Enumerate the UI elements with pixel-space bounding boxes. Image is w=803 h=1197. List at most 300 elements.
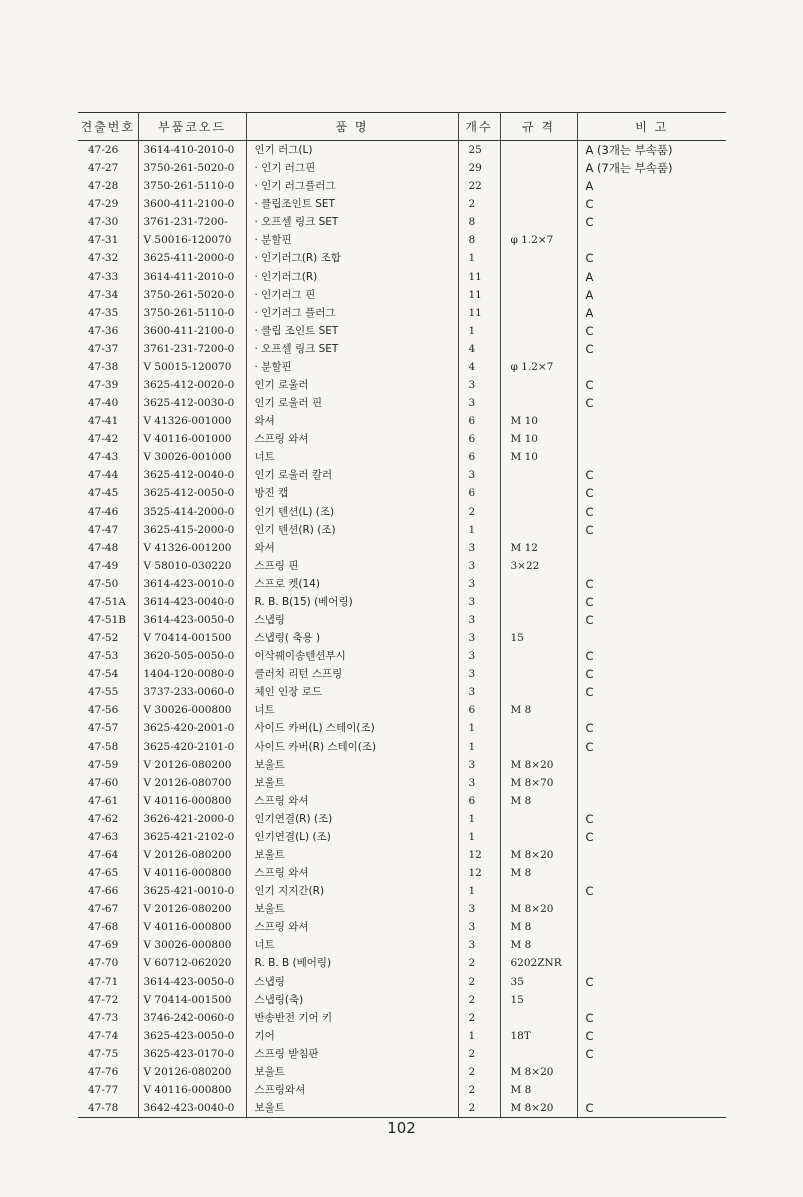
cell-qty: 29	[458, 159, 500, 177]
table-row	[78, 665, 726, 683]
cell-note	[577, 864, 726, 882]
cell-spec	[500, 647, 577, 665]
cell-note	[577, 846, 726, 864]
cell-name: 인기 텐션(R) (조)	[246, 521, 458, 539]
table-row	[78, 918, 726, 936]
cell-spec	[500, 304, 577, 322]
cell-code: V 41326-001200	[138, 539, 246, 557]
table-row	[78, 647, 726, 665]
cell-qty: 2	[458, 991, 500, 1009]
cell-no: 47-42	[88, 433, 119, 446]
cell-qty: 4	[458, 358, 500, 376]
cell-note	[577, 792, 726, 810]
cell-spec: M 8×20	[500, 1099, 577, 1118]
cell-no: 47-32	[88, 252, 119, 265]
table-row	[78, 756, 726, 774]
cell-no: 47-75	[88, 1047, 119, 1060]
table-row	[78, 593, 726, 611]
cell-code: 3600-411-2100-0	[138, 322, 246, 340]
cell-name: 보울트	[246, 900, 458, 918]
cell-no: 47-68	[88, 921, 119, 934]
cell-qty: 12	[458, 846, 500, 864]
cell-qty: 22	[458, 177, 500, 195]
cell-code: V 20126-080200	[138, 900, 246, 918]
cell-name: 보울트	[246, 1063, 458, 1081]
cell-qty: 6	[458, 412, 500, 430]
table-row	[78, 466, 726, 484]
cell-code: 3737-233-0060-0	[138, 683, 246, 701]
cell-no: 47-39	[88, 378, 119, 391]
cell-code: 3746-242-0060-0	[138, 1009, 246, 1027]
cell-qty: 11	[458, 304, 500, 322]
cell-no: 47-72	[88, 993, 119, 1006]
cell-spec	[500, 213, 577, 231]
cell-no: 47-50	[88, 577, 119, 590]
cell-no: 47-69	[88, 939, 119, 952]
cell-code: 3625-412-0020-0	[138, 376, 246, 394]
cell-no: 47-74	[88, 1029, 119, 1042]
table-row	[78, 448, 726, 466]
cell-name: 클러치 리턴 스프링	[246, 665, 458, 683]
cell-name: 스프로 켓(14)	[246, 575, 458, 593]
cell-code: 3761-231-7200-	[138, 213, 246, 231]
cell-no: 47-57	[88, 722, 119, 735]
cell-code: V 30026-000800	[138, 701, 246, 719]
cell-note: C	[577, 683, 726, 701]
table-row	[78, 159, 726, 177]
cell-note: C	[577, 1009, 726, 1027]
cell-spec: M 10	[500, 448, 577, 466]
cell-name: 인기연결(L) (조)	[246, 828, 458, 846]
cell-note: C	[577, 466, 726, 484]
cell-no: 47-58	[88, 740, 119, 753]
cell-code: V 30026-000800	[138, 936, 246, 954]
cell-name: 스냅링	[246, 973, 458, 991]
cell-code: V 60712-062020	[138, 954, 246, 972]
cell-code: 3625-415-2000-0	[138, 521, 246, 539]
cell-code: 3625-421-0010-0	[138, 882, 246, 900]
cell-code: 3626-421-2000-0	[138, 810, 246, 828]
cell-name: · 분할핀	[246, 358, 458, 376]
cell-no: 47-47	[88, 523, 119, 536]
cell-qty: 11	[458, 267, 500, 285]
cell-qty: 2	[458, 1045, 500, 1063]
cell-qty: 2	[458, 1063, 500, 1081]
cell-note: C	[577, 593, 726, 611]
cell-code: 3614-423-0010-0	[138, 575, 246, 593]
cell-spec	[500, 575, 577, 593]
cell-no: 47-37	[88, 342, 119, 355]
table-header-row	[78, 113, 726, 141]
cell-no: 47-55	[88, 686, 119, 699]
cell-no: 47-33	[88, 270, 119, 283]
cell-qty: 8	[458, 213, 500, 231]
cell-no: 47-63	[88, 830, 119, 843]
cell-note: C	[577, 611, 726, 629]
cell-spec: M 8×20	[500, 756, 577, 774]
cell-spec	[500, 810, 577, 828]
cell-code: 3625-423-0050-0	[138, 1027, 246, 1045]
cell-name: 너트	[246, 448, 458, 466]
cell-name: R. B. B (베어링)	[246, 954, 458, 972]
cell-note: A	[577, 304, 726, 322]
cell-note	[577, 774, 726, 792]
cell-note	[577, 1063, 726, 1081]
table-row	[78, 177, 726, 195]
table-row	[78, 1009, 726, 1027]
cell-no: 47-31	[88, 234, 119, 247]
cell-no: 47-70	[88, 957, 119, 970]
cell-name: 반송반전 기어 키	[246, 1009, 458, 1027]
cell-code: V 40116-000800	[138, 1081, 246, 1099]
cell-name: · 인기러그 핀	[246, 286, 458, 304]
cell-name: 인기 러그(L)	[246, 141, 458, 160]
cell-code: 3625-412-0030-0	[138, 394, 246, 412]
table-row	[78, 376, 726, 394]
cell-spec	[500, 177, 577, 195]
cell-note: C	[577, 1045, 726, 1063]
cell-no: 47-29	[88, 198, 119, 211]
cell-code: 3642-423-0040-0	[138, 1099, 246, 1118]
cell-qty: 4	[458, 340, 500, 358]
cell-spec: M 8	[500, 918, 577, 936]
cell-qty: 3	[458, 466, 500, 484]
cell-no: 47-71	[88, 975, 119, 988]
table-row	[78, 286, 726, 304]
cell-code: V 50016-120070	[138, 231, 246, 249]
cell-note: A (3개는 부속품)	[577, 141, 726, 160]
cell-spec: M 8	[500, 864, 577, 882]
cell-name: · 오프셀 링크 SET	[246, 213, 458, 231]
cell-no: 47-51B	[88, 613, 126, 626]
table-body	[78, 141, 726, 1118]
cell-qty: 6	[458, 430, 500, 448]
cell-no: 47-35	[88, 306, 119, 319]
table-row	[78, 900, 726, 918]
cell-qty: 12	[458, 864, 500, 882]
table-row	[78, 629, 726, 647]
cell-no: 47-52	[88, 632, 119, 645]
cell-qty: 1	[458, 322, 500, 340]
cell-code: 3525-414-2000-0	[138, 502, 246, 520]
cell-no: 47-73	[88, 1011, 119, 1024]
cell-spec: M 12	[500, 539, 577, 557]
cell-name: 스냅링(축)	[246, 991, 458, 1009]
cell-note	[577, 539, 726, 557]
cell-name: · 클립조인트 SET	[246, 195, 458, 213]
cell-no: 47-44	[88, 469, 119, 482]
cell-qty: 3	[458, 629, 500, 647]
cell-note: C	[577, 738, 726, 756]
cell-code: V 20126-080200	[138, 846, 246, 864]
table-row	[78, 683, 726, 701]
cell-spec	[500, 719, 577, 737]
cell-spec: M 8×20	[500, 1063, 577, 1081]
table-row	[78, 1081, 726, 1099]
cell-spec: φ 1.2×7	[500, 358, 577, 376]
table-row	[78, 1027, 726, 1045]
cell-note: C	[577, 322, 726, 340]
cell-note: C	[577, 647, 726, 665]
cell-code: V 30026-001000	[138, 448, 246, 466]
table-row	[78, 322, 726, 340]
cell-qty: 3	[458, 647, 500, 665]
cell-no: 47-66	[88, 885, 119, 898]
cell-qty: 3	[458, 575, 500, 593]
cell-spec: M 8	[500, 792, 577, 810]
cell-no: 47-36	[88, 324, 119, 337]
cell-name: 보울트	[246, 774, 458, 792]
cell-spec: M 8×20	[500, 846, 577, 864]
cell-qty: 1	[458, 810, 500, 828]
cell-no: 47-30	[88, 216, 119, 229]
table-row	[78, 575, 726, 593]
cell-qty: 3	[458, 683, 500, 701]
table-row	[78, 249, 726, 267]
table-row	[78, 936, 726, 954]
cell-no: 47-26	[88, 144, 119, 156]
cell-qty: 2	[458, 954, 500, 972]
cell-name: 와셔	[246, 539, 458, 557]
cell-name: 보울트	[246, 756, 458, 774]
cell-name: 인기 로울러 칼러	[246, 466, 458, 484]
cell-no: 47-64	[88, 849, 119, 861]
cell-qty: 3	[458, 539, 500, 557]
cell-no: 47-27	[88, 162, 119, 175]
cell-spec	[500, 521, 577, 539]
table-row	[78, 304, 726, 322]
cell-code: 3625-423-0170-0	[138, 1045, 246, 1063]
cell-code: 1404-120-0080-0	[138, 665, 246, 683]
cell-name: 스프링 핀	[246, 557, 458, 575]
table-row	[78, 828, 726, 846]
cell-code: 3750-261-5020-0	[138, 286, 246, 304]
cell-name: · 클립 조인트 SET	[246, 322, 458, 340]
cell-no: 47-78	[78, 1099, 138, 1118]
cell-code: V 50015-120070	[138, 358, 246, 376]
cell-spec	[500, 249, 577, 267]
cell-spec: M 10	[500, 412, 577, 430]
cell-spec	[500, 195, 577, 213]
cell-spec	[500, 502, 577, 520]
cell-no: 47-60	[88, 776, 119, 789]
cell-name: · 인기 러그플러그	[246, 177, 458, 195]
cell-qty: 3	[458, 557, 500, 575]
cell-name: 너트	[246, 701, 458, 719]
cell-note: A	[577, 267, 726, 285]
cell-spec	[500, 683, 577, 701]
table-row	[78, 340, 726, 358]
cell-note: C	[577, 394, 726, 412]
cell-name: 체인 인장 로드	[246, 683, 458, 701]
cell-note	[577, 557, 726, 575]
cell-no: 47-54	[88, 668, 119, 681]
cell-code: V 70414-001500	[138, 629, 246, 647]
cell-spec: 3×22	[500, 557, 577, 575]
table-row	[78, 954, 726, 972]
cell-spec: M 10	[500, 430, 577, 448]
cell-note: A (7개는 부속품)	[577, 159, 726, 177]
parts-table	[78, 112, 726, 1118]
cell-code: V 58010-030220	[138, 557, 246, 575]
cell-note	[577, 991, 726, 1009]
cell-code: 3750-261-5110-0	[138, 304, 246, 322]
cell-note	[577, 1081, 726, 1099]
header-note: 비 고	[577, 113, 726, 141]
cell-spec: M 8	[500, 936, 577, 954]
table-row	[78, 701, 726, 719]
cell-code: 3620-505-0050-0	[138, 647, 246, 665]
cell-note	[577, 412, 726, 430]
cell-qty: 3	[458, 936, 500, 954]
cell-code: V 20126-080200	[138, 756, 246, 774]
cell-spec: 18T	[500, 1027, 577, 1045]
cell-qty: 2	[458, 1081, 500, 1099]
cell-no: 47-46	[88, 505, 119, 518]
table-row	[78, 557, 726, 575]
table-row	[78, 792, 726, 810]
cell-code: V 40116-000800	[138, 918, 246, 936]
cell-code: V 41326-001000	[138, 412, 246, 430]
table-row	[78, 1063, 726, 1081]
cell-name: 이삭꿰이송텐션부시	[246, 647, 458, 665]
cell-name: 보울트	[246, 846, 458, 864]
table-row	[78, 521, 726, 539]
cell-code: V 70414-001500	[138, 991, 246, 1009]
cell-note: C	[577, 213, 726, 231]
cell-name: 스프링 와셔	[246, 792, 458, 810]
cell-code: 3614-423-0040-0	[138, 593, 246, 611]
cell-name: 기어	[246, 1027, 458, 1045]
cell-name: R. B. B(15) (베어링)	[246, 593, 458, 611]
cell-note: C	[577, 340, 726, 358]
cell-note	[577, 900, 726, 918]
cell-no: 47-59	[88, 758, 119, 771]
cell-no: 47-56	[88, 704, 119, 717]
cell-no: 47-77	[88, 1084, 119, 1097]
table-row	[78, 973, 726, 991]
cell-code: 3614-411-2010-0	[138, 267, 246, 285]
cell-spec	[500, 394, 577, 412]
table-row	[78, 882, 726, 900]
cell-code: 3600-411-2100-0	[138, 195, 246, 213]
cell-note: C	[577, 1099, 726, 1118]
cell-name: · 분할핀	[246, 231, 458, 249]
cell-spec	[500, 828, 577, 846]
cell-name: 인기 로울러	[246, 376, 458, 394]
cell-note: C	[577, 195, 726, 213]
cell-spec	[500, 593, 577, 611]
cell-note: C	[577, 249, 726, 267]
cell-name: · 인기러그(R)	[246, 267, 458, 285]
header-qty: 개수	[458, 113, 500, 141]
cell-qty: 3	[458, 611, 500, 629]
cell-name: 인기 텐션(L) (조)	[246, 502, 458, 520]
cell-name: 인기 로울러 핀	[246, 394, 458, 412]
cell-code: V 20126-080700	[138, 774, 246, 792]
cell-name: 와셔	[246, 412, 458, 430]
header-no: 견출번호	[78, 113, 138, 141]
cell-no: 47-53	[88, 650, 119, 663]
cell-qty: 2	[458, 973, 500, 991]
table-row	[78, 502, 726, 520]
cell-spec	[500, 340, 577, 358]
cell-code: V 40116-001000	[138, 430, 246, 448]
cell-no: 47-43	[88, 451, 119, 464]
table-row	[78, 213, 726, 231]
cell-code: 3750-261-5020-0	[138, 159, 246, 177]
cell-no: 47-28	[88, 180, 119, 193]
page-number: 102	[387, 1119, 416, 1137]
cell-no: 47-76	[88, 1065, 119, 1078]
cell-spec	[500, 1045, 577, 1063]
cell-qty: 1	[458, 882, 500, 900]
table-row	[78, 412, 726, 430]
cell-note: C	[577, 828, 726, 846]
cell-qty: 1	[458, 249, 500, 267]
cell-qty: 2	[458, 1099, 500, 1118]
cell-qty: 1	[458, 521, 500, 539]
cell-note: C	[577, 719, 726, 737]
cell-note: A	[577, 286, 726, 304]
cell-note	[577, 701, 726, 719]
table-row	[78, 539, 726, 557]
cell-name: · 인기러그(R) 조합	[246, 249, 458, 267]
cell-note: C	[577, 575, 726, 593]
cell-spec: M 8×70	[500, 774, 577, 792]
cell-name: 방진 캡	[246, 484, 458, 502]
table-row	[78, 611, 726, 629]
cell-note	[577, 629, 726, 647]
cell-no: 47-38	[88, 360, 119, 373]
cell-spec	[500, 466, 577, 484]
table-row	[78, 738, 726, 756]
cell-spec: 15	[500, 991, 577, 1009]
cell-qty: 3	[458, 774, 500, 792]
cell-spec	[500, 484, 577, 502]
cell-no: 47-41	[88, 415, 119, 428]
cell-name: 스프링 받침판	[246, 1045, 458, 1063]
table-row	[78, 864, 726, 882]
cell-no: 47-62	[88, 812, 119, 825]
cell-spec: 15	[500, 629, 577, 647]
table-row	[78, 195, 726, 213]
cell-qty: 6	[458, 701, 500, 719]
cell-name: 스프링 와셔	[246, 430, 458, 448]
cell-note	[577, 358, 726, 376]
table-row	[78, 991, 726, 1009]
table-row	[78, 810, 726, 828]
cell-note: C	[577, 973, 726, 991]
cell-name: 인기 지지간(R)	[246, 882, 458, 900]
cell-code: 3761-231-7200-0	[138, 340, 246, 358]
cell-code: 3625-420-2101-0	[138, 738, 246, 756]
cell-no: 47-45	[88, 487, 119, 500]
cell-code: V 40116-000800	[138, 792, 246, 810]
cell-code: 3750-261-5110-0	[138, 177, 246, 195]
cell-name: 보울트	[246, 1099, 458, 1118]
cell-spec	[500, 611, 577, 629]
cell-qty: 3	[458, 900, 500, 918]
cell-note: C	[577, 521, 726, 539]
cell-spec	[500, 1009, 577, 1027]
cell-no: 47-51A	[88, 595, 126, 608]
cell-qty: 1	[458, 828, 500, 846]
table-row	[78, 846, 726, 864]
cell-qty: 6	[458, 448, 500, 466]
cell-spec	[500, 267, 577, 285]
cell-note	[577, 936, 726, 954]
